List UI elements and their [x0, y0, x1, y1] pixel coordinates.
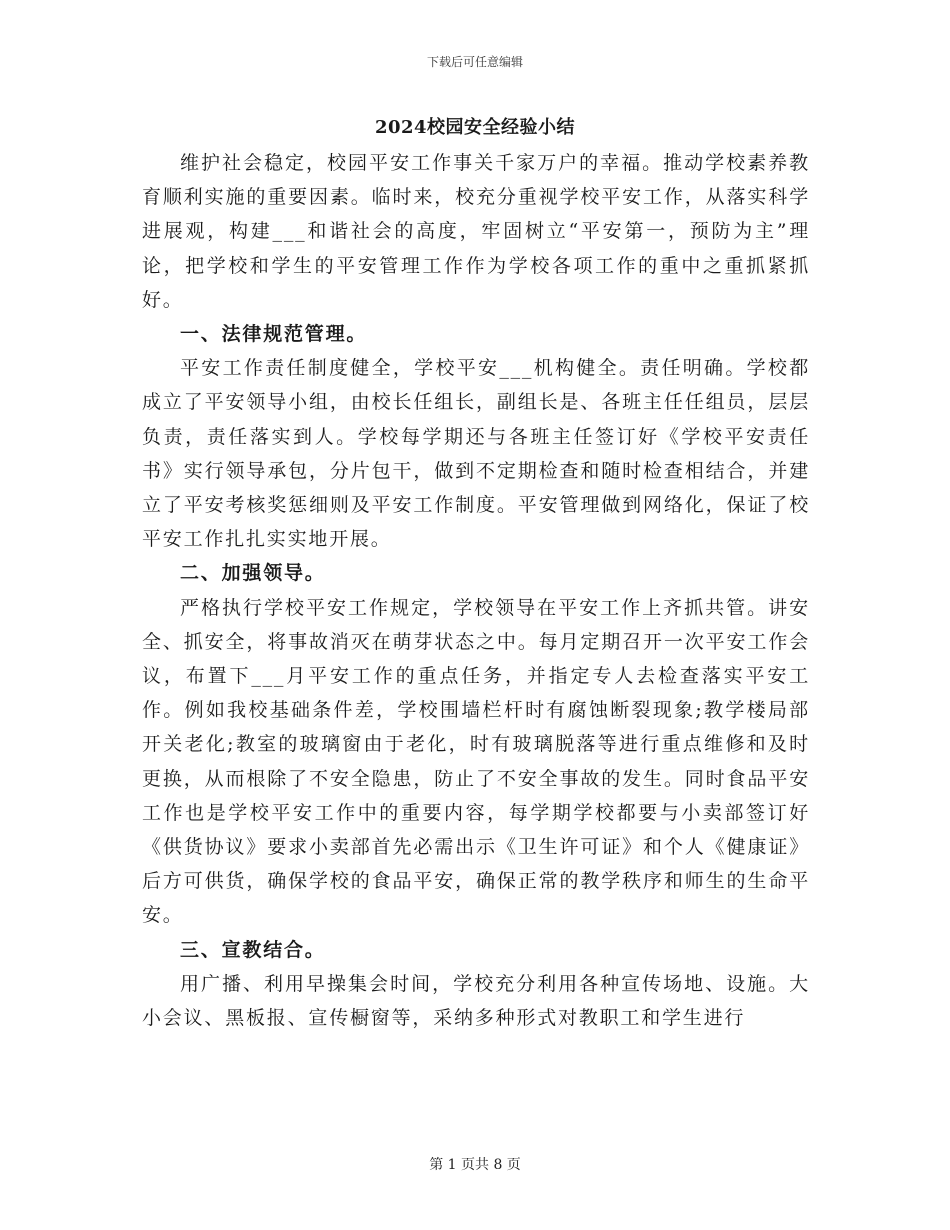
section-1-paragraph: 平安工作责任制度健全，学校平安___机构健全。责任明确。学校都成立了平安领导小组，由校长任组长，副组长是、各班主任任组员，层层负责，责任落实到人。学校每学期还与各班主任签订好《学校平安责任书》实行领导承包，分片包干，做到不定期检查和随时检查相结合，并建立了平安考核奖惩细则及平安工作制度。平安管理做到网络化，保证了校平安工作扎扎实实地开展。: [142, 357, 810, 551]
page-number: 第 1 页共 8 页: [429, 1157, 521, 1173]
section-3-paragraph: 用广播、利用早操集会时间，学校充分利用各种宣传场地、设施。大小会议、黑板报、宣传橱窗等，采纳多种形式对教职工和学生进行: [142, 972, 810, 1030]
document-body: [142, 146, 810, 1035]
intro-paragraph: 维护社会稳定，校园平安工作事关千家万户的幸福。推动学校素养教育顺利实施的重要因素。临时来，校充分重视学校平安工作，从落实科学进展观，构建___和谐社会的高度，牢固树立“平安第一，预防为主”理论，把学校和学生的平安管理工作作为学校各项工作的重中之重抓紧抓好。: [142, 152, 810, 311]
section-2-paragraph: 严格执行学校平安工作规定，学校领导在平安工作上齐抓共管。讲安全、抓安全，将事故消灭在萌芽状态之中。每月定期召开一次平安工作会议，布置下___月平安工作的重点任务，并指定专人去检查落实平安工作。例如我校基础条件差，学校围墙栏杆时有腐蚀断裂现象;教学楼局部开关老化;教室的玻璃窗由于老化，时有玻璃脱落等进行重点维修和及时更换，从而根除了不安全隐患，防止了不安全事故的发生。同时食品平安工作也是学校平安工作中的重要内容，每学期学校都要与小卖部签订好《供货协议》要求小卖部首先必需出示《卫生许可证》和个人《健康证》后方可供货，确保学校的食品平安，确保正常的教学秩序和师生的生命平安。: [142, 596, 810, 927]
document-title: 2024校园安全经验小结: [374, 117, 576, 138]
section-heading-3: 三、宣教结合。: [180, 938, 326, 961]
section-heading-1: 一、法律规范管理。: [180, 323, 368, 346]
page-header-note: 下载后可任意编辑: [426, 55, 523, 69]
section-heading-2: 二、加强领导。: [180, 562, 326, 585]
